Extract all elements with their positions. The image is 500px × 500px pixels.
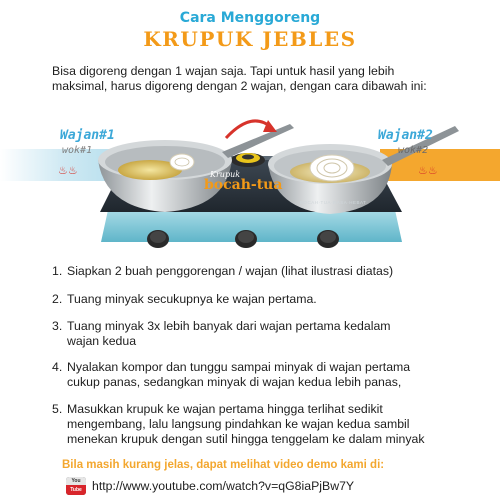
stove-illustration [0, 112, 500, 262]
step-line: menekan krupuk dengan sutil hingga tenggelam ke dalam minyak [67, 432, 425, 446]
wok-1-sublabel: wok#1 [62, 145, 93, 156]
youtube-icon-top: You [66, 477, 86, 485]
step-number: 3. [52, 319, 63, 333]
step-text [67, 292, 317, 307]
center-burner [231, 153, 265, 167]
step-number: 4. [52, 360, 63, 374]
page-title: KRUPUK JEBLES [143, 27, 357, 51]
wok-2-sublabel: wok#2 [398, 145, 429, 156]
intro-line: maksimal, harus digoreng dengan 2 wajan, dengan cara dibawah ini: [52, 79, 427, 93]
list-item [52, 319, 391, 349]
list-item [52, 360, 410, 390]
list-item [52, 264, 393, 279]
stove-text: BOCAH·TUA·RASA·HEBAT [300, 200, 367, 205]
step-line: Nyalakan kompor dan tunggu sampai minyak di wajan pertama [67, 360, 411, 374]
flame-icon: ♨♨ [58, 165, 78, 177]
step-line: cukup panas, sedangkan minyak di wajan kedua lebih panas, [67, 375, 402, 389]
step-line: Masukkan krupuk ke wajan pertama hingga terlihat sedikit [67, 402, 383, 416]
brand-small: Krupuk [210, 170, 241, 179]
wok-1-label: Wajan#1 [60, 128, 115, 143]
step-text [67, 264, 393, 279]
youtube-icon-bottom: Tube [66, 485, 86, 495]
step-text [67, 402, 425, 447]
step-number: 1. [52, 264, 63, 278]
step-number: 5. [52, 402, 63, 416]
step-line: Siapkan 2 buah penggorengan / wajan (lihat ilustrasi diatas) [67, 264, 394, 278]
step-line: wajan kedua [67, 334, 137, 348]
step-text [67, 319, 391, 349]
list-item [52, 292, 317, 307]
brand-logo [168, 170, 282, 193]
list-item [52, 402, 425, 447]
step-line: Tuang minyak 3x lebih banyak dari wajan pertama kedalam [67, 319, 391, 333]
brand-big: bocah-tua [204, 177, 283, 193]
step-line: Tuang minyak secukupnya ke wajan pertama. [67, 292, 317, 306]
intro-line: Bisa digoreng dengan 1 wajan saja. Tapi untuk hasil yang lebih [52, 64, 395, 78]
step-line: mengembang, lalu langsung pindahkan ke wajan kedua sambil [67, 417, 410, 431]
intro-paragraph [52, 64, 472, 94]
step-text [67, 360, 410, 390]
video-url-link[interactable]: http://www.youtube.com/watch?v=qG8iaPjBw7Y [92, 479, 355, 493]
flame-icon: ♨♨ [418, 165, 438, 177]
video-link-row[interactable] [66, 477, 354, 495]
youtube-icon[interactable] [66, 477, 86, 495]
video-note: Bila masih kurang jelas, dapat melihat video demo kami di: [62, 459, 385, 471]
wok-2-label: Wajan#2 [378, 128, 433, 143]
title-subtitle: Cara Menggoreng [179, 10, 321, 26]
step-number: 2. [52, 292, 63, 306]
